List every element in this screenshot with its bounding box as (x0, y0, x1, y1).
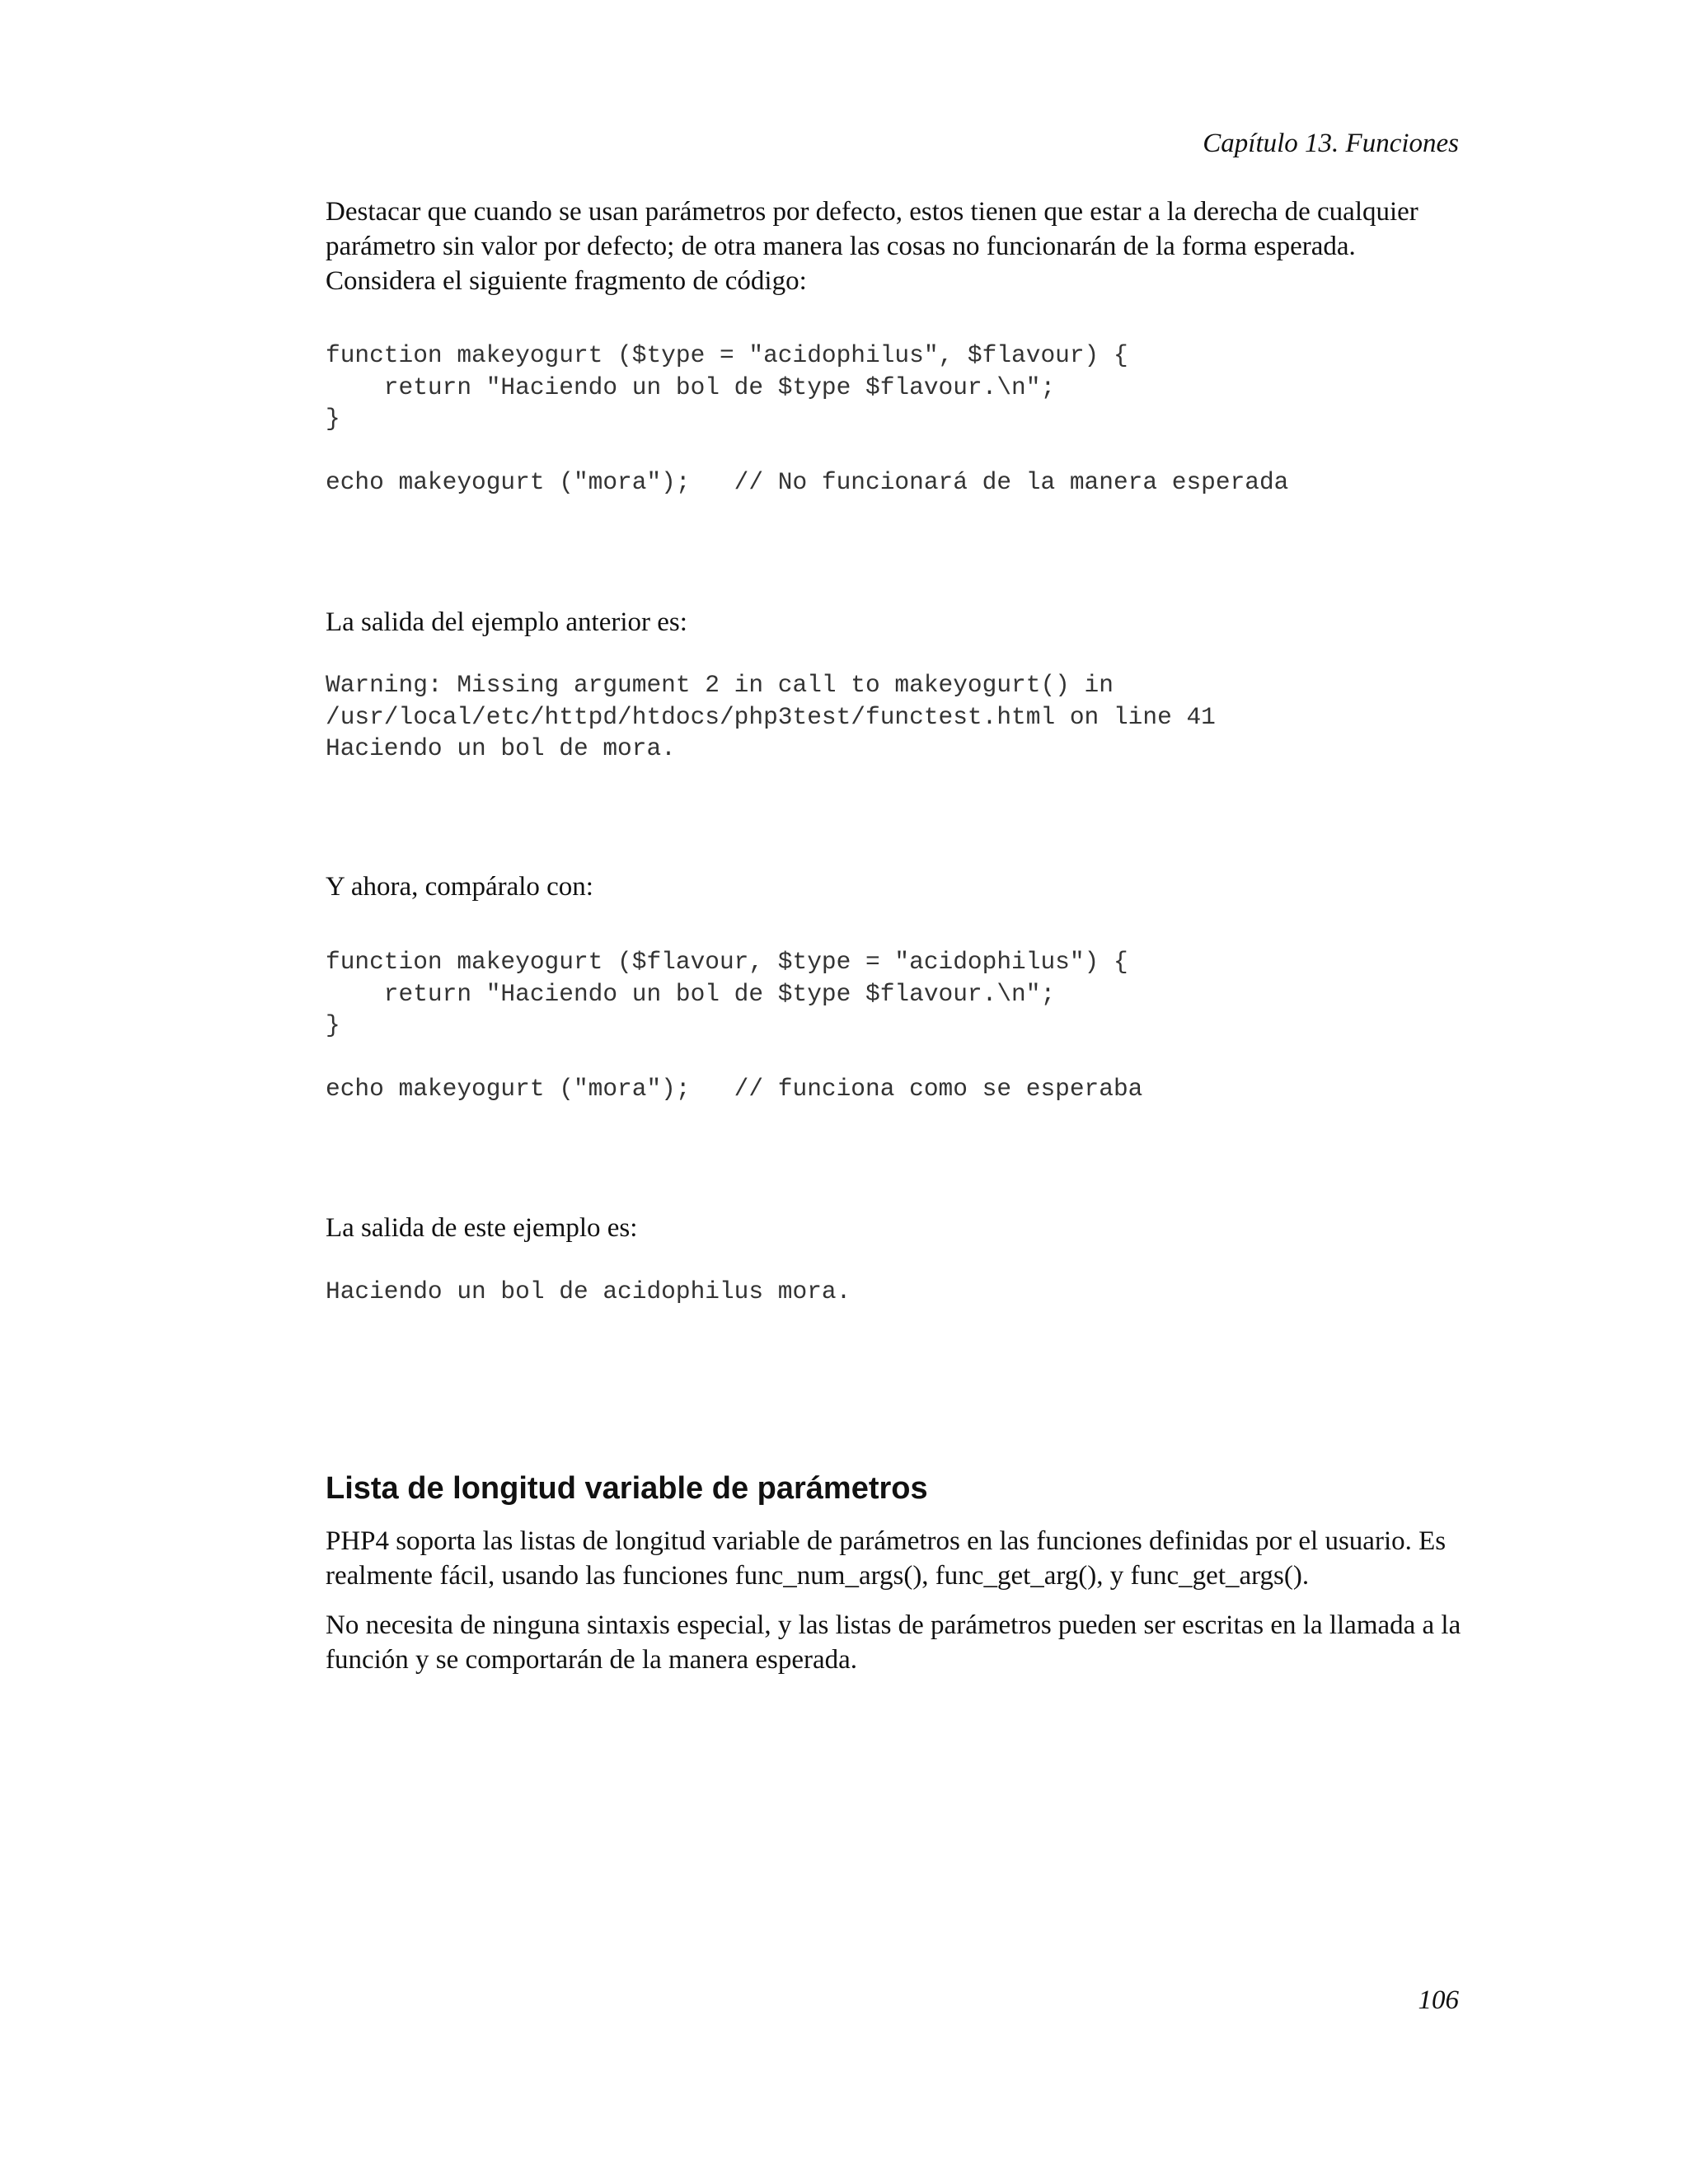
section-paragraph-2: No necesita de ninguna sintaxis especial, y las listas de parámetros pueden ser escritas en la llamada a la función y se comportarán de la manera esperada. (326, 1610, 1461, 1675)
section-paragraph-1: PHP4 soporta las listas de longitud variable de parámetros en las funciones definidas por el usuario. Es realmente fácil, usando las funciones func_num_args(), func_get_arg(), y func_get_args(). (326, 1526, 1447, 1591)
page-number: 106 (1418, 1985, 1459, 2015)
section-heading: Lista de longitud variable de parámetros (326, 1471, 928, 1506)
output-example-warning: Warning: Missing argument 2 in call to makeyogurt() in /usr/local/etc/httpd/htdocs/php3test/functest.html on line 41 Haciendo un bol de mora. (326, 671, 1216, 762)
code-example-default-params-wrong: function makeyogurt ($type = "acidophilus", $flavour) { return "Haciendo un bol de $type $flavour.\n"; } echo makeyogurt ("mora"); // No funcionará de la manera esperada (326, 341, 1289, 496)
output-intro-paragraph-2: La salida de este ejemplo es: (326, 1213, 638, 1243)
output-example-correct: Haciendo un bol de acidophilus mora. (326, 1277, 851, 1305)
code-example-default-params-correct: function makeyogurt ($flavour, $type = "acidophilus") { return "Haciendo un bol de $type $flavour.\n"; } echo makeyogurt ("mora"); // funciona como se esperaba (326, 948, 1143, 1103)
output-intro-paragraph: La salida del ejemplo anterior es: (326, 607, 687, 637)
chapter-header: Capítulo 13. Funciones (1203, 129, 1459, 158)
intro-paragraph: Destacar que cuando se usan parámetros por defecto, estos tienen que estar a la derecha de cualquier parámetro sin valor por defecto; de otra manera las cosas no funcionarán de la forma esperada. Considera el siguiente fragmento de código: (326, 197, 1418, 296)
compare-intro-paragraph: Y ahora, compáralo con: (326, 872, 593, 902)
